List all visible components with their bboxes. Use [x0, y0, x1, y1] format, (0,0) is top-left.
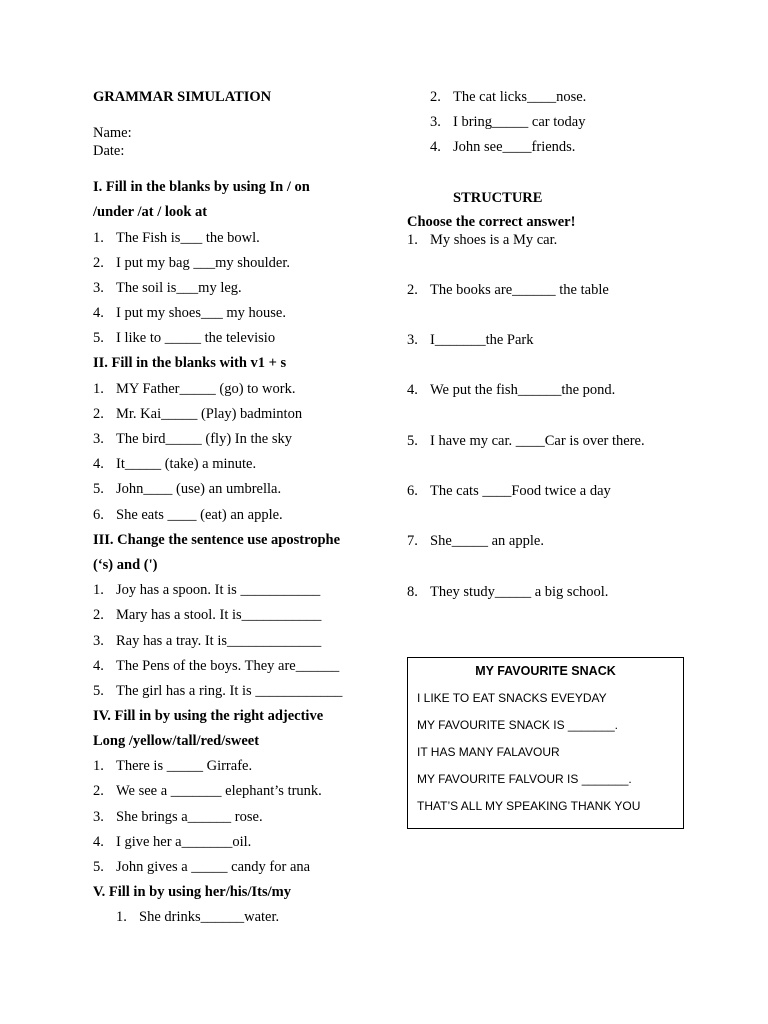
page-title: GRAMMAR SIMULATION [93, 89, 272, 105]
name-label: Name: [93, 125, 132, 141]
item-text: The books are______ the table [430, 282, 609, 298]
item-text: Mary has a stool. It is___________ [116, 607, 322, 623]
item-number: 3. [93, 633, 104, 649]
item-number: 1. [116, 909, 127, 925]
item-number: 1. [93, 758, 104, 774]
item-number: 4. [93, 456, 104, 472]
item-text: Joy has a spoon. It is ___________ [116, 582, 321, 598]
structure-instruction: Choose the correct answer! [407, 214, 576, 230]
item-text: The bird_____ (fly) In the sky [116, 431, 292, 447]
item-text: There is _____ Girrafe. [116, 758, 253, 774]
item-text: I bring_____ car today [453, 114, 586, 130]
favourite-snack-box [407, 657, 684, 829]
item-number: 4. [93, 834, 104, 850]
item-text: My shoes is a My car. [430, 232, 558, 248]
item-number: 1. [93, 582, 104, 598]
item-text: I put my shoes___ my house. [116, 305, 286, 321]
date-label: Date: [93, 143, 125, 159]
item-text: MY Father_____ (go) to work. [116, 381, 296, 397]
item-number: 4. [93, 658, 104, 674]
item-text: I put my bag ___my shoulder. [116, 255, 290, 271]
item-number: 1. [93, 230, 104, 246]
item-text: The Pens of the boys. They are______ [116, 658, 340, 674]
item-text: The girl has a ring. It is ____________ [116, 683, 343, 699]
section1-heading-cont: /under /at / look at [93, 204, 208, 220]
item-text: The cat licks____nose. [453, 89, 587, 105]
section1-heading: I. Fill in the blanks by using In / on [93, 179, 310, 195]
item-text: Mr. Kai_____ (Play) badminton [116, 406, 303, 422]
section3-heading-cont: (‘s) and (') [93, 557, 158, 573]
section4-heading: IV. Fill in by using the right adjective [93, 708, 324, 724]
item-number: 2. [407, 282, 418, 298]
item-text: I like to _____ the televisio [116, 330, 276, 346]
item-text: The cats ____Food twice a day [430, 483, 611, 499]
item-number: 5. [93, 481, 104, 497]
item-number: 2. [93, 783, 104, 799]
item-text: I have my car. ____Car is over there. [430, 433, 645, 449]
item-number: 3. [430, 114, 441, 130]
item-number: 2. [430, 89, 441, 105]
item-text: She_____ an apple. [430, 533, 544, 549]
section5-heading: V. Fill in by using her/his/Its/my [93, 884, 291, 900]
item-number: 4. [430, 139, 441, 155]
item-text: The soil is___my leg. [116, 280, 242, 296]
item-text: Ray has a tray. It is_____________ [116, 633, 322, 649]
item-number: 1. [93, 381, 104, 397]
item-text: We see a _______ elephant’s trunk. [116, 783, 322, 799]
item-text: It_____ (take) a minute. [116, 456, 257, 472]
snack-box-line-4: MY FAVOURITE FALVOUR IS _______. [417, 772, 632, 786]
item-text: John____ (use) an umbrella. [116, 481, 282, 497]
snack-box-title: MY FAVOURITE SNACK [475, 664, 616, 678]
item-number: 4. [93, 305, 104, 321]
item-number: 3. [93, 809, 104, 825]
item-number: 5. [93, 683, 104, 699]
item-text: I give her a_______oil. [116, 834, 252, 850]
snack-box-line-1: I LIKE TO EAT SNACKS EVEYDAY [417, 691, 607, 705]
item-number: 3. [93, 431, 104, 447]
item-text: They study_____ a big school. [430, 584, 609, 600]
item-number: 5. [407, 433, 418, 449]
section3-heading: III. Change the sentence use apostrophe [93, 532, 341, 548]
snack-box-line-3: IT HAS MANY FALAVOUR [417, 745, 560, 759]
item-number: 6. [407, 483, 418, 499]
structure-title: STRUCTURE [453, 190, 543, 206]
item-text: The Fish is___ the bowl. [116, 230, 260, 246]
item-number: 6. [93, 507, 104, 523]
item-number: 5. [93, 859, 104, 875]
item-text: John see____friends. [453, 139, 576, 155]
item-text: I_______the Park [430, 332, 534, 348]
item-text: She brings a______ rose. [116, 809, 263, 825]
item-number: 8. [407, 584, 418, 600]
item-number: 7. [407, 533, 418, 549]
snack-box-line-2: MY FAVOURITE SNACK IS _______. [417, 718, 618, 732]
item-number: 2. [93, 406, 104, 422]
item-number: 5. [93, 330, 104, 346]
item-number: 2. [93, 607, 104, 623]
item-number: 2. [93, 255, 104, 271]
item-number: 1. [407, 232, 418, 248]
item-number: 3. [407, 332, 418, 348]
section2-heading: II. Fill in the blanks with v1 + s [93, 355, 287, 371]
item-text: She drinks______water. [139, 909, 280, 925]
snack-box-line-5: THAT’S ALL MY SPEAKING THANK YOU [417, 799, 641, 813]
item-text: We put the fish______the pond. [430, 382, 616, 398]
section4-heading-cont: Long /yellow/tall/red/sweet [93, 733, 260, 749]
item-text: John gives a _____ candy for ana [116, 859, 311, 875]
item-number: 4. [407, 382, 418, 398]
item-text: She eats ____ (eat) an apple. [116, 507, 283, 523]
item-number: 3. [93, 280, 104, 296]
